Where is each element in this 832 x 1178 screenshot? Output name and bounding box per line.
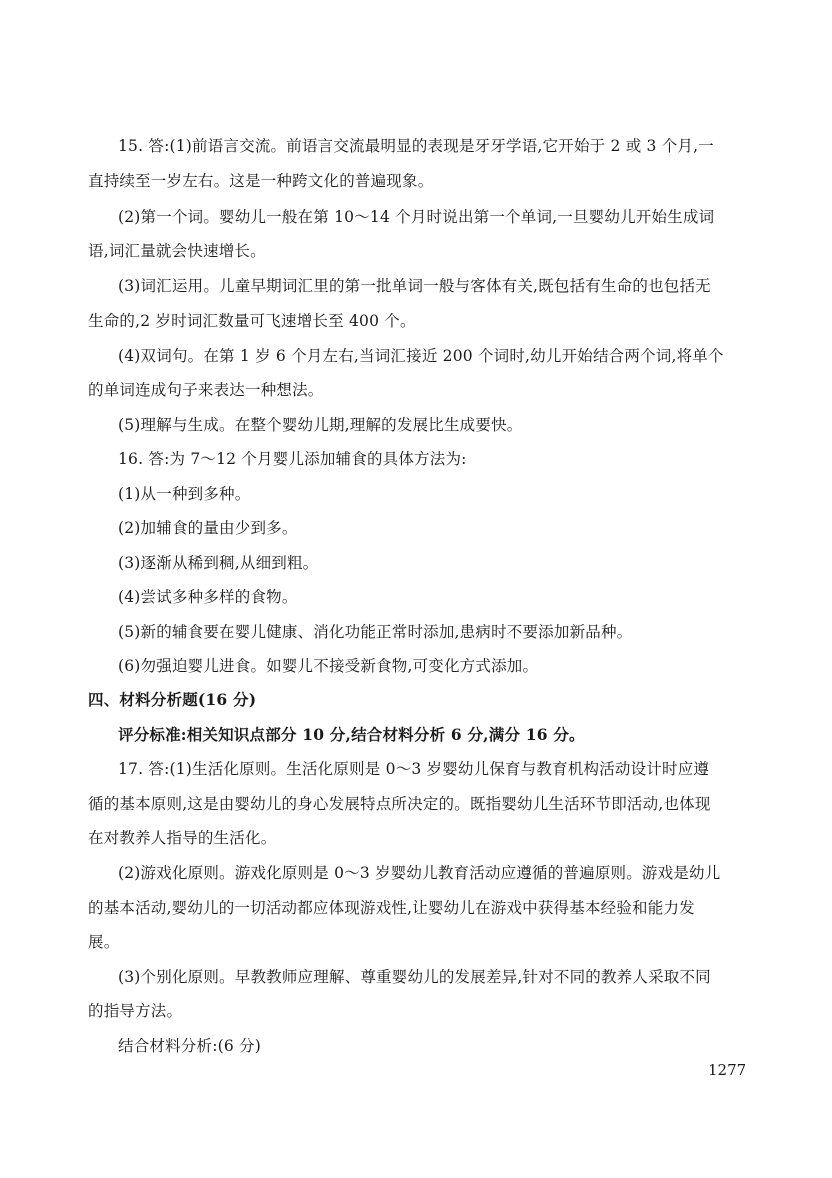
answer-17-point-1-line-2: 循的基本原则,这是由婴幼儿的身心发展特点所决定的。既指婴幼儿生活环节即活动,也体现 (88, 795, 711, 813)
answer-17-point-3-line-2: 的指导方法。 (88, 1002, 183, 1020)
answer-15-point-5: (5)理解与生成。在整个婴幼儿期,理解的发展比生成要快。 (118, 416, 523, 434)
grading-criteria: 评分标准:相关知识点部分 10 分,结合材料分析 6 分,满分 16 分。 (118, 725, 585, 744)
answer-16-point-5: (5)新的辅食要在婴儿健康、消化功能正常时添加,患病时不要添加新品种。 (118, 623, 633, 641)
answer-16-point-4: (4)尝试多种多样的食物。 (118, 588, 298, 606)
answer-16-intro: 16. 答:为 7～12 个月婴儿添加辅食的具体方法为: (118, 450, 467, 468)
answer-16-point-3: (3)逐渐从稀到稠,从细到粗。 (118, 554, 319, 572)
answer-17-point-2-line-2: 的基本活动,婴幼儿的一切活动都应体现游戏性,让婴幼儿在游戏中获得基本经验和能力发 (88, 899, 695, 917)
answer-17-point-1-line-1: 17. 答:(1)生活化原则。生活化原则是 0～3 岁婴幼儿保育与教育机构活动设计时应遵 (118, 760, 710, 778)
answer-16-point-6: (6)勿强迫婴儿进食。如婴儿不接受新食物,可变化方式添加。 (118, 657, 539, 675)
answer-16-point-1: (1)从一种到多种。 (118, 485, 251, 503)
answer-15-point-2-line-1: (2)第一个词。婴幼儿一般在第 10～14 个月时说出第一个单词,一旦婴幼儿开始生成词 (118, 208, 715, 226)
answer-15-point-3-line-2: 生命的,2 岁时词汇数量可飞速增长至 400 个。 (88, 312, 416, 330)
answer-15-line-2: 直持续至一岁左右。这是一种跨文化的普遍现象。 (88, 172, 434, 190)
answer-15-point-3-line-1: (3)词汇运用。儿童早期词汇里的第一批单词一般与客体有关,既包括有生命的也包括无 (118, 277, 711, 295)
answer-17-point-2-line-3: 展。 (88, 933, 120, 951)
section-heading: 四、材料分析题(16 分) (88, 690, 257, 709)
material-analysis-label: 结合材料分析:(6 分) (118, 1037, 262, 1055)
answer-17-point-1-line-3: 在对教养人指导的生活化。 (88, 829, 277, 847)
answer-15-point-4-line-2: 的单词连成句子来表达一种想法。 (88, 381, 324, 399)
answer-17-point-2-line-1: (2)游戏化原则。游戏化原则是 0～3 岁婴幼儿教育活动应遵循的普遍原则。游戏是幼儿 (118, 864, 721, 882)
answer-15-line-1: 15. 答:(1)前语言交流。前语言交流最明显的表现是牙牙学语,它开始于 2 或 3 个月,一 (118, 137, 714, 155)
answer-17-point-3-line-1: (3)个别化原则。早教教师应理解、尊重婴幼儿的发展差异,针对不同的教养人采取不同 (118, 968, 711, 986)
answer-15-point-2-line-2: 语,词汇量就会快速增长。 (88, 242, 266, 260)
answer-15-point-4-line-1: (4)双词句。在第 1 岁 6 个月左右,当词汇接近 200 个词时,幼儿开始结合两个词,将单个 (118, 347, 724, 365)
page-number: 1277 (708, 1061, 747, 1079)
answer-16-point-2: (2)加辅食的量由少到多。 (118, 519, 298, 537)
